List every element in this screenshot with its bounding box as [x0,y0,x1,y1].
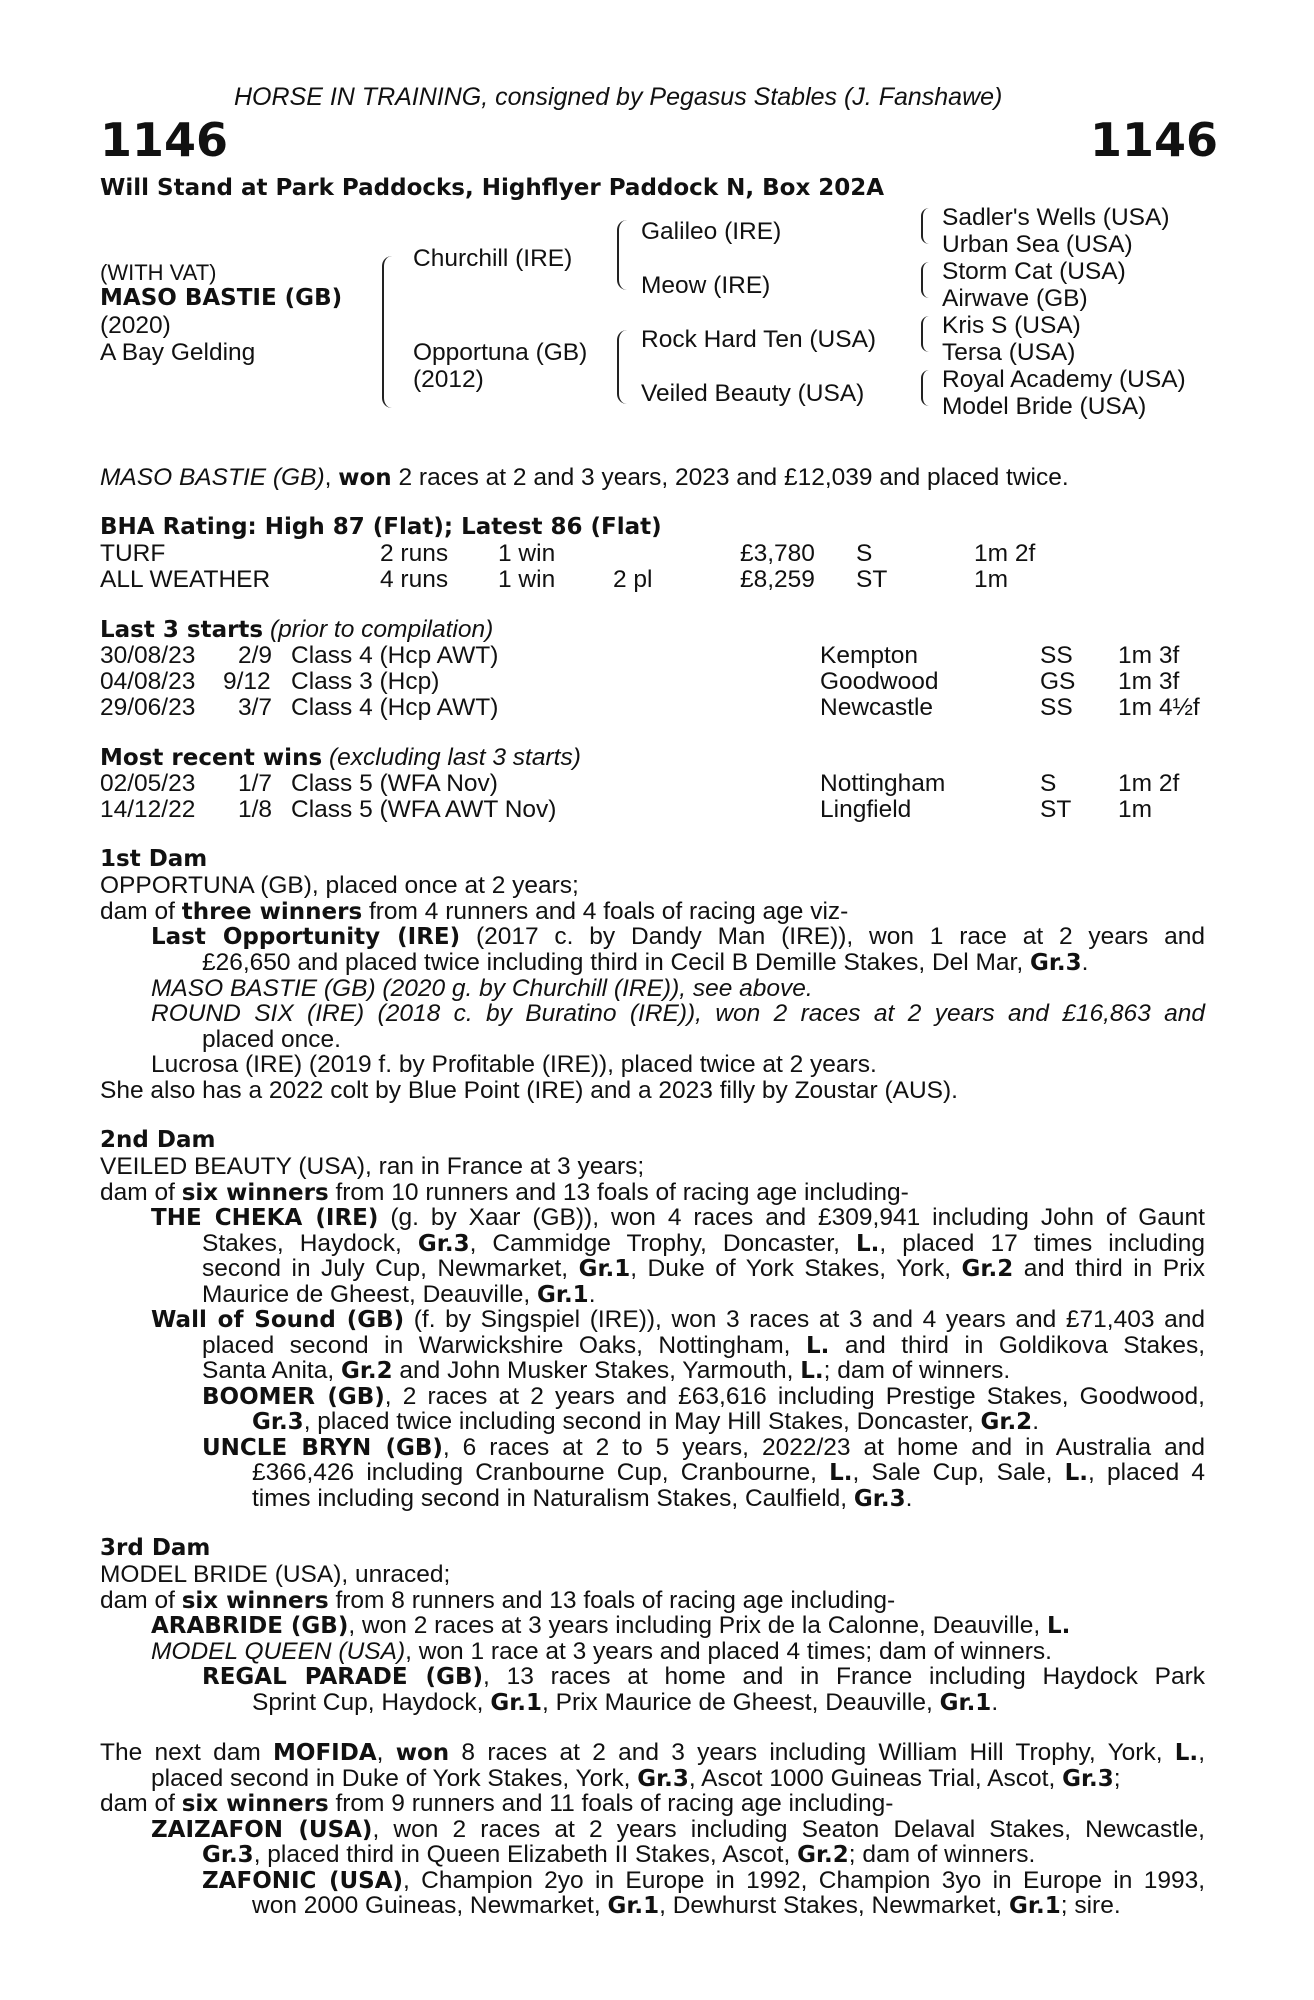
dam1-entry-3: ROUND SIX (IRE) (2018 c. by Buratino (IRE)), won 2 races at 2 years and £16,863 and [151,1000,1205,1027]
ggs-1: Sadler's Wells (USA) [942,204,1170,231]
win-row [0,797,1314,823]
dam1-entry-4: Lucrosa (IRE) (2019 f. by Profitable (IRE)), placed twice at 2 years. [151,1051,877,1078]
ggs-7: Royal Academy (USA) [942,366,1186,393]
going: SS [1040,694,1073,721]
vat-label: (WITH VAT) [100,260,217,285]
date: 02/05/23 [100,770,196,797]
going: ST [1040,796,1072,823]
position: 2/9 [238,642,273,669]
lot-number-left: 1146 [100,113,229,167]
wall-line-3: Santa Anita, Gr.2 and John Musker Stakes, Yarmouth, L.; dam of winners. [202,1357,1011,1384]
regal-line-2: Sprint Cup, Haydock, Gr.1, Prix Maurice de Gheest, Deauville, Gr.1. [252,1689,999,1716]
bryn-line-1: UNCLE BRYN (GB), 6 races at 2 to 5 years, 2022/23 at home and in Australia and [202,1434,1205,1461]
dam-year: (2012) [413,366,484,393]
going: ST [856,566,888,593]
start-row [0,669,1314,695]
distance: 1m 4½f [1118,694,1200,721]
boomer-line-2: Gr.3, placed twice including second in May Hill Stakes, Doncaster, Gr.2. [252,1408,1039,1435]
summary-won: won [338,465,392,491]
rating-row [0,541,1314,567]
start-row [0,695,1314,721]
race-summary: MASO BASTIE (GB), won 2 races at 2 and 3 years, 2023 and £12,039 and placed twice. [100,464,1069,491]
brace-sire-parents [617,220,627,290]
recent-heading [100,745,581,772]
course: Newcastle [820,694,934,721]
cheka-line-3: second in July Cup, Newmarket, Gr.1, Duke of York Stakes, York, Gr.2 and third in Prix [202,1255,1205,1282]
brace-sire-dam [382,256,394,408]
course: Kempton [820,642,919,669]
consignment-line: HORSE IN TRAINING, consigned by Pegasus Stables (J. Fanshawe) [234,83,1003,111]
recent-title: Most recent wins [100,745,323,771]
rating-row [0,567,1314,593]
ggs-2: Urban Sea (USA) [942,231,1133,258]
going: SS [1040,642,1073,669]
regal-line-1: REGAL PARADE (GB), 13 races at home and in France including Haydock Park [202,1663,1205,1690]
race-class: Class 5 (WFA Nov) [291,770,498,797]
ggs-4: Airwave (GB) [942,285,1088,312]
race-class: Class 3 (Hcp) [291,668,440,695]
wins: 1 win [498,566,556,593]
race-class: Class 4 (Hcp AWT) [291,694,499,721]
nextdam-line-1: The next dam MOFIDA, won 8 races at 2 and 3 years including William Hill Trophy, York, L., [100,1739,1205,1766]
location-line: Will Stand at Park Paddocks, Highflyer Paddock N, Box 202A [100,175,885,201]
ggs-8: Model Bride (USA) [942,393,1147,420]
nextdam-dam-of: dam of six winners from 9 runners and 11 foals of racing age including- [100,1790,894,1817]
distance: 1m 3f [1118,642,1180,669]
lot-number-right: 1146 [1090,113,1219,167]
date: 04/08/23 [100,668,196,695]
position: 3/7 [238,694,273,721]
bryn-line-3: times including second in Naturalism Stakes, Caulfield, Gr.3. [252,1485,913,1512]
boomer-line-1: BOOMER (GB), 2 races at 2 years and £63,616 including Prestige Stakes, Goodwood, [202,1383,1205,1410]
runs: 4 runs [380,566,449,593]
dam-sire: Rock Hard Ten (USA) [641,326,877,353]
distance: 1m 2f [974,540,1036,567]
dam1-dam-of: dam of three winners from 4 runners and 4 foals of racing age viz- [100,898,849,925]
dam2-intro: VEILED BEAUTY (USA), ran in France at 3 years; [100,1153,645,1180]
win-row [0,771,1314,797]
dam-dam: Veiled Beauty (USA) [641,380,865,407]
recent-note: (excluding last 3 starts) [328,744,581,771]
ggs-3: Storm Cat (USA) [942,258,1126,285]
brace-g2 [921,262,929,298]
arabride-line: ARABRIDE (GB), won 2 races at 3 years including Prix de la Calonne, Deauville, L. [151,1612,1071,1639]
dam-name: Opportuna (GB) [413,339,588,366]
brace-g4 [921,370,929,406]
cheka-line-1: THE CHEKA (IRE) (g. by Xaar (GB)), won 4 races and £309,941 including John of Gaunt [151,1204,1205,1231]
distance: 1m [974,566,1009,593]
distance: 1m [1118,796,1153,823]
bryn-line-2: £366,426 including Cranbourne Cup, Cranbourne, L., Sale Cup, Sale, L., placed 4 [252,1459,1205,1486]
dam3-heading: 3rd Dam [100,1535,211,1561]
nextdam-line-2: placed second in Duke of York Stakes, York, Gr.3, Ascot 1000 Guineas Trial, Ascot, Gr.3; [151,1765,1121,1792]
dam2-heading: 2nd Dam [100,1127,216,1153]
dam1-entry-2: MASO BASTIE (GB) (2020 g. by Churchill (IRE)), see above. [151,975,813,1002]
placed: 2 pl [613,566,653,593]
wall-line-2: placed second in Warwickshire Oaks, Nottingham, L. and third in Goldikova Stakes, [202,1332,1205,1359]
runs: 2 runs [380,540,449,567]
horse-name: MASO BASTIE (GB) [100,285,343,311]
distance: 1m 2f [1118,770,1180,797]
model-queen-line: MODEL QUEEN (USA), won 1 race at 3 years and placed 4 times; dam of winners. [151,1638,1052,1665]
position: 9/12 [223,668,271,695]
dam1-entry-1: Last Opportunity (IRE) (2017 c. by Dandy Man (IRE)), won 1 race at 2 years and [151,923,1206,950]
dam1-heading: 1st Dam [100,846,208,872]
last3-note: (prior to compilation) [269,616,494,643]
prize: £3,780 [740,540,815,567]
going: GS [1040,668,1076,695]
prize: £8,259 [740,566,815,593]
course: Lingfield [820,796,912,823]
sire-dam: Meow (IRE) [641,272,771,299]
zaizafon-line-2: Gr.3, placed third in Queen Elizabeth II Stakes, Ascot, Gr.2; dam of winners. [202,1841,1036,1868]
summary-rest: 2 races at 2 and 3 years, 2023 and £12,039 and placed twice. [398,464,1069,491]
zaizafon-line-1: ZAIZAFON (USA), won 2 races at 2 years including Seaton Delaval Stakes, Newcastle, [151,1816,1205,1843]
brace-g3 [921,316,929,352]
dam1-entry-1-cont: £26,650 and placed twice including third in Cecil B Demille Stakes, Del Mar, Gr.3. [202,949,1089,976]
date: 14/12/22 [100,796,196,823]
race-class: Class 5 (WFA AWT Nov) [291,796,557,823]
sire-sire: Galileo (IRE) [641,218,782,245]
course: Goodwood [820,668,939,695]
distance: 1m 3f [1118,668,1180,695]
going: S [1040,770,1057,797]
last3-heading [100,617,493,644]
dam3-dam-of: dam of six winners from 8 runners and 13 foals of racing age including- [100,1587,896,1614]
dam3-intro: MODEL BRIDE (USA), unraced; [100,1561,451,1588]
cheka-line-2: Stakes, Haydock, Gr.3, Cammidge Trophy, Doncaster, L., placed 17 times including [202,1230,1206,1257]
dam1-entry-3-cont: placed once. [202,1026,341,1053]
wall-line-1: Wall of Sound (GB) (f. by Singspiel (IRE)), won 3 races at 3 and 4 years and £71,403 and [151,1306,1205,1333]
race-class: Class 4 (Hcp AWT) [291,642,499,669]
brace-dam-parents [617,330,627,404]
ggs-6: Tersa (USA) [942,339,1076,366]
position: 1/7 [238,770,273,797]
horse-description: A Bay Gelding [100,339,256,366]
cheka-line-4: Maurice de Gheest, Deauville, Gr.1. [202,1281,596,1308]
summary-name: MASO BASTIE (GB) [100,464,325,491]
surface: TURF [100,540,166,567]
ggs-5: Kris S (USA) [942,312,1081,339]
zafonic-line-2: won 2000 Guineas, Newmarket, Gr.1, Dewhurst Stakes, Newmarket, Gr.1; sire. [252,1892,1121,1919]
wins: 1 win [498,540,556,567]
last3-title: Last 3 starts [100,617,264,643]
brace-g1 [921,208,929,244]
zafonic-line-1: ZAFONIC (USA), Champion 2yo in Europe in 1992, Champion 3yo in Europe in 1993, [202,1867,1206,1894]
horse-year: (2020) [100,312,171,339]
sire-name: Churchill (IRE) [413,245,573,272]
start-row [0,643,1314,669]
dam1-intro: OPPORTUNA (GB), placed once at 2 years; [100,872,579,899]
date: 30/08/23 [100,642,196,669]
rating-title: BHA Rating: High 87 (Flat); Latest 86 (Flat) [100,514,662,540]
surface: ALL WEATHER [100,566,271,593]
going: S [856,540,873,567]
course: Nottingham [820,770,946,797]
date: 29/06/23 [100,694,196,721]
dam2-dam-of: dam of six winners from 10 runners and 13 foals of racing age including- [100,1179,909,1206]
dam1-also: She also has a 2022 colt by Blue Point (IRE) and a 2023 filly by Zoustar (AUS). [100,1077,958,1104]
position: 1/8 [238,796,273,823]
